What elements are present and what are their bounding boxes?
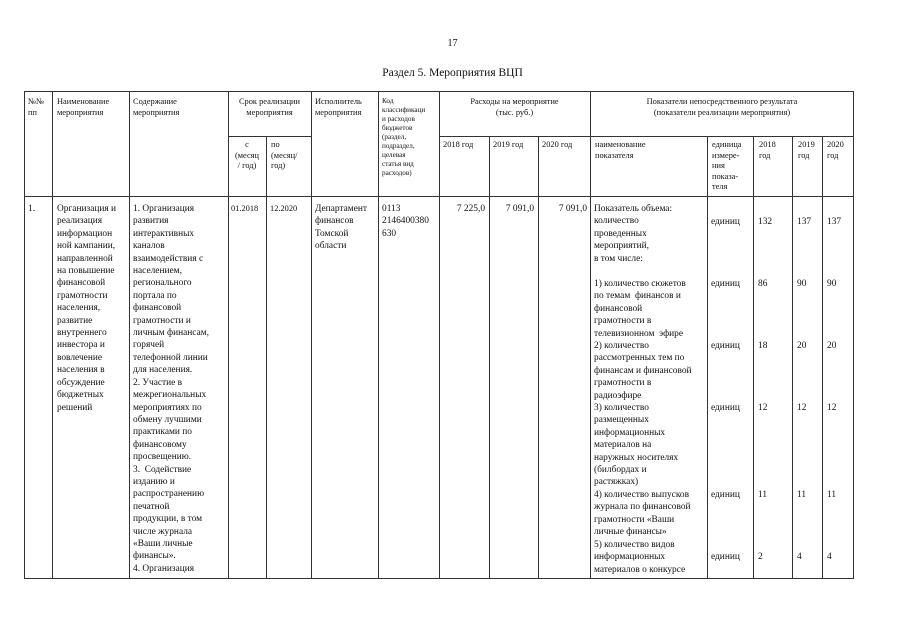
indicator-2019: 90	[797, 279, 807, 289]
indicator-name: 2) количество рассмотренных тем по финансам и финансовой грамотности в радиоэфире	[594, 341, 692, 401]
indicator-name: 3) количество размещенных информационных материалов на наружных носителях (билбордах и растяжках)	[594, 403, 679, 488]
row-content: 1. Организация развития интерактивных каналов взаимодействия с населением, регионального портала по финансовой грамотности и личным финансам, горячей телефонной линии для населения. 2. Участие в межрегиональных мероприятиях по обмену лучшими практиками по финансовому просвещению. 3. Содействие изданию и распространению печатной продукции, в том числе журнала «Ваши личные финансы». 4. Организация	[133, 204, 210, 574]
header-content: Содержание мероприятия	[133, 97, 180, 117]
header-ind-name: наименование показателя	[595, 140, 646, 160]
indicator-2020: 137	[827, 217, 842, 227]
indicator-name: 5) количество видов информационных материалов о конкурсе	[594, 540, 686, 575]
row-divider	[228, 136, 311, 137]
header-ind-2020: 2020 год	[827, 140, 844, 160]
section-title: Раздел 5. Мероприятия ВЦП	[382, 67, 523, 79]
indicator-2018: 2	[758, 552, 763, 562]
col-divider	[590, 92, 591, 578]
indicator-2019: 20	[797, 341, 807, 351]
col-divider	[439, 92, 440, 578]
row-code: 0113 2146400380 630	[382, 204, 429, 239]
col-divider	[753, 136, 754, 578]
col-divider	[378, 92, 379, 578]
indicator-name: 4) количество выпусков журнала по финансовой грамотности «Ваши личные финансы»	[594, 490, 691, 538]
row-name: Организация и реализация информацион ной кампании, направленной на повышение финансовой грамотности населения, развитие внутреннего инвестора и вовлечение населения в обсуждение бюджетных решений	[57, 204, 117, 413]
indicator-name: 1) количество сюжетов по темам финансов и финансовой грамотности в телевизионном эфире	[594, 279, 686, 339]
col-divider	[129, 92, 130, 578]
indicator-2020: 20	[827, 341, 837, 351]
row-executor: Департамент финансов Томской области	[315, 204, 367, 252]
header-executor: Исполнитель мероприятия	[315, 97, 362, 117]
row-period-from: 01.2018	[231, 204, 259, 213]
header-name: Наименование мероприятия	[57, 97, 110, 117]
row-exp-2019: 7 091,0	[505, 204, 534, 214]
indicator-2019: 11	[797, 490, 807, 500]
header-ind-2018: 2018 год	[759, 140, 776, 160]
col-divider	[311, 92, 312, 578]
indicator-unit: единиц	[711, 217, 740, 227]
col-divider	[822, 136, 823, 578]
header-num: №№ пп	[28, 97, 44, 117]
row-exp-2020: 7 091,0	[558, 204, 587, 214]
header-exp-2020: 2020 год	[542, 140, 573, 149]
header-ind-2019: 2019 год	[798, 140, 815, 160]
indicator-2020: 11	[827, 490, 837, 500]
indicator-2020: 90	[827, 279, 837, 289]
header-period-to: по (месяц/ год)	[271, 140, 298, 171]
indicator-2018: 86	[758, 279, 768, 289]
indicator-2020: 4	[827, 552, 832, 562]
indicator-name: Показатель объема: количество проведенных мероприятий, в том числе:	[594, 204, 673, 264]
indicator-2018: 12	[758, 403, 768, 413]
indicator-unit: единиц	[711, 552, 740, 562]
indicator-unit: единиц	[711, 279, 740, 289]
indicator-2019: 4	[797, 552, 802, 562]
page-number: 17	[447, 38, 458, 49]
indicator-unit: единиц	[711, 490, 740, 500]
row-num: 1.	[28, 204, 36, 214]
indicator-unit: единиц	[711, 403, 740, 413]
indicator-unit: единиц	[711, 341, 740, 351]
col-divider	[707, 136, 708, 578]
row-exp-2018: 7 225,0	[456, 204, 485, 214]
header-indicators: Показатели непосредственного результата (показатели реализации мероприятия)	[646, 97, 798, 117]
indicator-2019: 137	[797, 217, 812, 227]
row-divider	[439, 136, 854, 137]
indicator-2018: 11	[758, 490, 768, 500]
row-divider	[25, 196, 854, 197]
header-expenses: Расходы на мероприятие (тыс. руб.)	[470, 97, 559, 117]
header-exp-2018: 2018 год	[443, 140, 474, 149]
header-code: Код классификаци и расходов бюджетов (раздел, подраздел, целевая статья вид расходов)	[382, 97, 426, 177]
header-exp-2019: 2019 год	[493, 140, 524, 149]
indicator-2018: 132	[758, 217, 773, 227]
col-divider	[792, 136, 793, 578]
measures-table	[24, 91, 854, 579]
indicator-2019: 12	[797, 403, 807, 413]
col-divider	[52, 92, 53, 578]
header-period-from: с (месяц / год)	[234, 140, 260, 171]
header-period: Срок реализации мероприятия	[238, 97, 301, 117]
indicator-2018: 18	[758, 341, 768, 351]
indicator-2020: 12	[827, 403, 837, 413]
col-divider	[266, 136, 267, 578]
header-ind-unit: единица измере- ния показа- теля	[712, 140, 742, 192]
row-period-to: 12.2020	[270, 204, 298, 213]
